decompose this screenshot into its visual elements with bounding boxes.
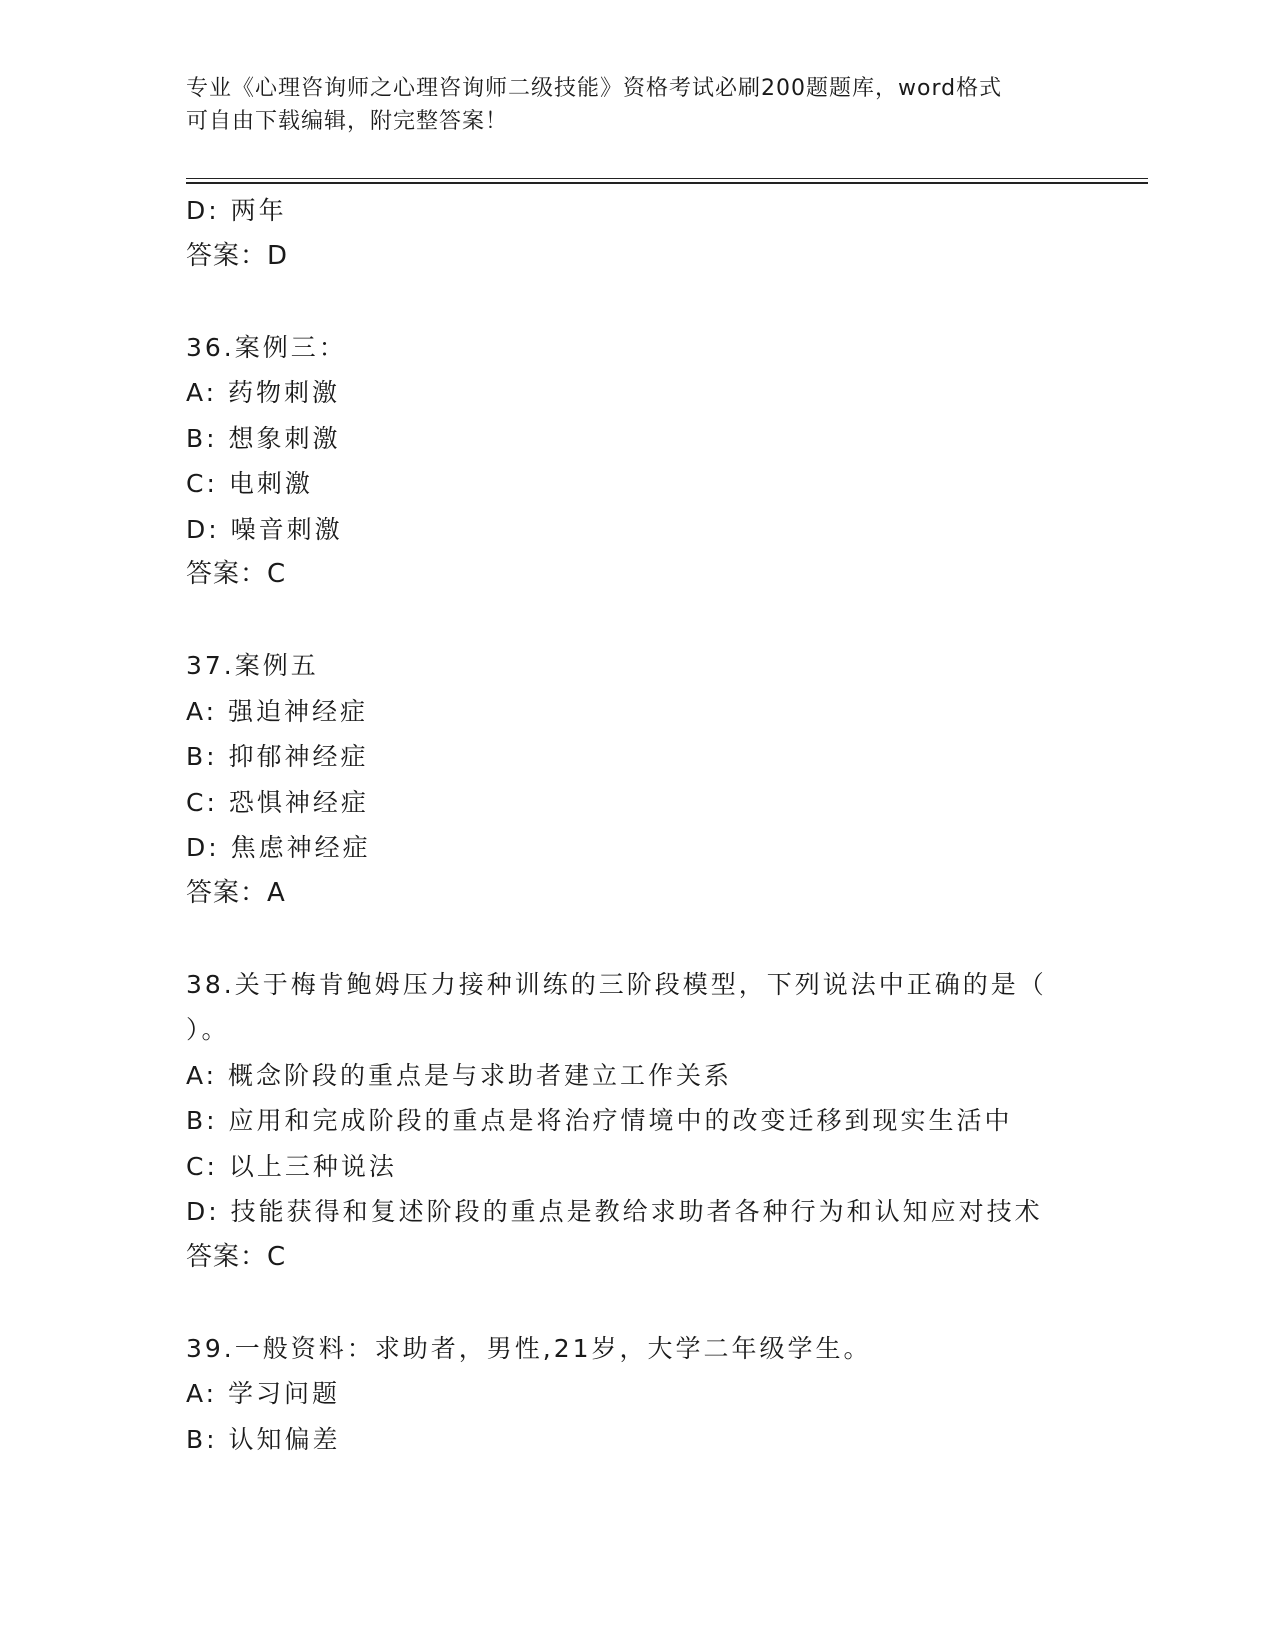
question-36: 36.案例三： bbox=[186, 332, 347, 362]
question-38-line-1: 38.关于梅肯鲍姆压力接种训练的三阶段模型，下列说法中正确的是（ bbox=[186, 969, 1047, 999]
question-37: 37.案例五 bbox=[186, 651, 319, 680]
document-header bbox=[186, 72, 1066, 138]
spacer bbox=[186, 1280, 1086, 1326]
header-title-line-1: 专业《心理咨询师之心理咨询师二级技能》资格考试必刷200题题库，word格式 bbox=[186, 76, 1003, 101]
spacer bbox=[186, 279, 1086, 325]
option-a: A: 概念阶段的重点是与求助者建立工作关系 bbox=[186, 1060, 733, 1090]
option-d: D: 焦虑神经症 bbox=[186, 833, 371, 862]
option-a: A: 学习问题 bbox=[186, 1379, 341, 1408]
question-39: 39.一般资料：求助者，男性,21岁，大学二年级学生。 bbox=[186, 1333, 872, 1363]
answer-line: 答案：C bbox=[186, 1241, 287, 1272]
option-b: B: 抑郁神经症 bbox=[186, 742, 369, 771]
question-38-line-2: ）。 bbox=[186, 1015, 230, 1044]
spacer bbox=[186, 598, 1086, 644]
option-d: D: 噪音刺激 bbox=[186, 514, 343, 544]
spacer bbox=[186, 916, 1086, 962]
header-divider-thin bbox=[186, 178, 1148, 179]
answer-line: 答案：C bbox=[186, 559, 287, 589]
option-d: D: 两年 bbox=[186, 196, 287, 225]
question-list bbox=[186, 188, 1086, 1462]
answer-line: 答案：A bbox=[186, 877, 286, 908]
answer-line: 答案：D bbox=[186, 240, 289, 271]
header-title-line-2: 可自由下载编辑，附完整答案！ bbox=[186, 109, 509, 134]
option-a: A: 药物刺激 bbox=[186, 378, 341, 407]
option-b: B: 应用和完成阶段的重点是将治疗情境中的改变迁移到现实生活中 bbox=[186, 1106, 1013, 1135]
header-divider-thick bbox=[186, 182, 1148, 184]
option-b: B: 想象刺激 bbox=[186, 423, 341, 453]
option-c: C: 恐惧神经症 bbox=[186, 787, 369, 817]
option-b: B: 认知偏差 bbox=[186, 1424, 341, 1454]
option-d: D: 技能获得和复述阶段的重点是教给求助者各种行为和认知应对技术 bbox=[186, 1197, 1043, 1226]
option-c: C: 电刺激 bbox=[186, 469, 313, 498]
option-a: A: 强迫神经症 bbox=[186, 696, 369, 726]
option-c: C: 以上三种说法 bbox=[186, 1151, 397, 1181]
